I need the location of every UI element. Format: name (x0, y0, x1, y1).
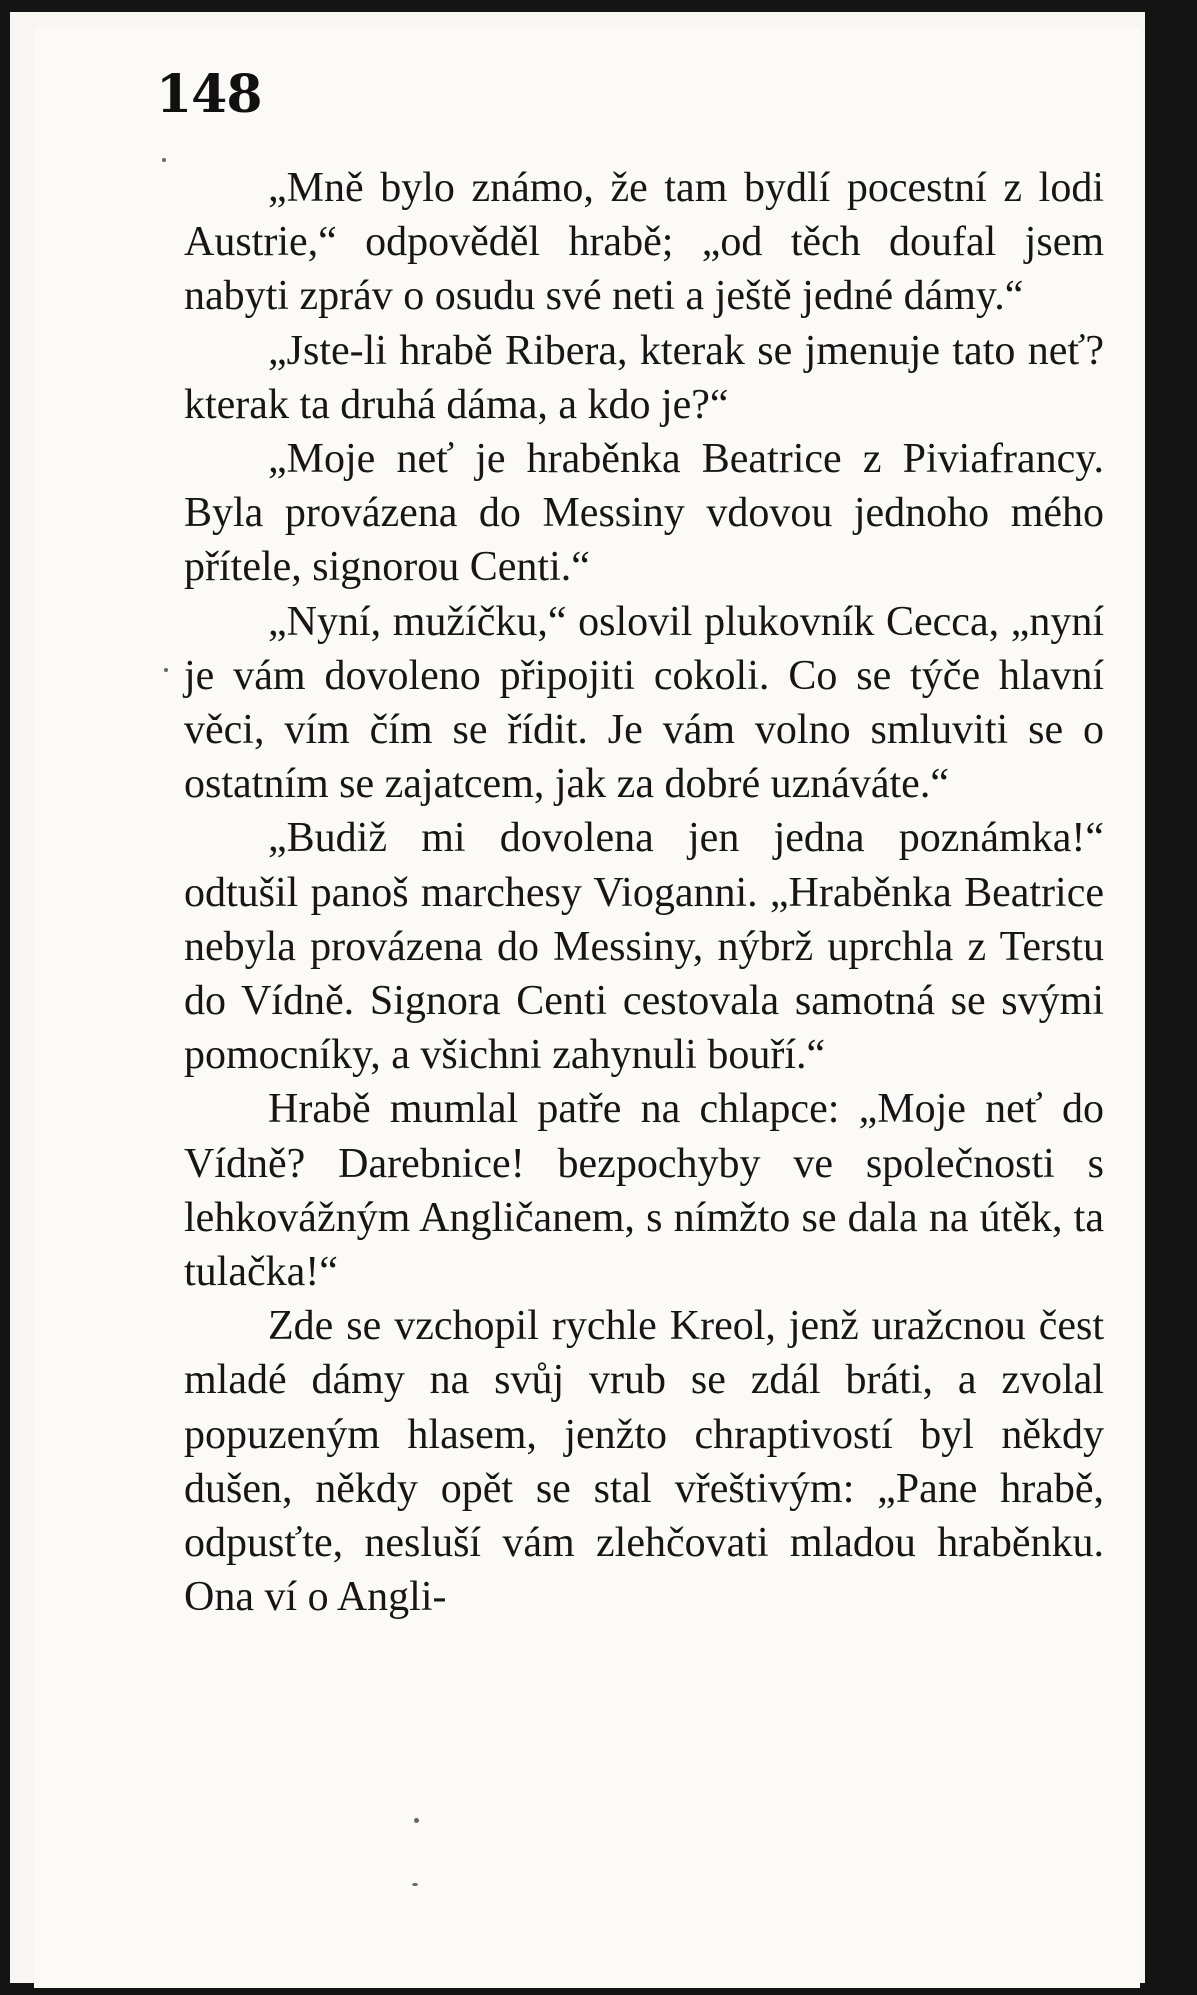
paragraph: „Mně bylo známo, že tam bydlí pocestní z lodi Austrie,“ odpověděl hrabě; „od těch doufal jsem nabyti zpráv o osudu své neti a ještě jedné dámy.“ (184, 165, 1104, 320)
print-speck (162, 158, 166, 162)
print-speck (414, 1818, 419, 1823)
paragraph: „Jste-li hrabě Ribera, kterak se jmenuje tato neť? kterak ta druhá dáma, a kdo je?“ (184, 327, 1104, 428)
body-text (184, 161, 1104, 1624)
paragraph: Hrabě mumlal patře na chlapce: „Moje neť do Vídně? Darebnice! bezpochyby ve společnosti s lehkovážným Angličanem, s nímžto se dala na útěk, ta tulačka!“ (184, 1086, 1104, 1296)
paragraph: „Nyní, mužíčku,“ oslovil plukovník Cecca, „nyní je vám dovoleno připojiti cokoli. Co se týče hlavní věci, vím čím se řídit. Je vám volno smluviti se o ostatním se zajatcem, jak za dobré uznáváte.“ (184, 598, 1104, 808)
print-speck (412, 1883, 418, 1886)
paragraph: „Budiž mi dovolena jen jedna poznámka!“ odtušil panoš marchesy Vioganni. „Hraběnka Beatrice nebyla provázena do Messiny, nýbrž uprchla z Terstu do Vídně. Signora Centi cestovala samotná se svými pomocníky, a všichni zahynuli bouří.“ (184, 815, 1104, 1079)
book-page (34, 28, 1140, 1988)
page-number: 148 (156, 64, 262, 125)
paragraph: „Moje neť je hraběnka Beatrice z Piviafrancy. Byla provázena do Messiny vdovou jednoho mého přítele, signorou Centi.“ (184, 436, 1104, 591)
paragraph: Zde se vzchopil rychle Kreol, jenž uražcnou čest mladé dámy na svůj vrub se zdál bráti, a zvolal popuzeným hlasem, jenžto chraptivostí byl někdy dušen, někdy opět se stal vřeštivým: „Pane hrabě, odpusťte, nesluší vám zlehčovati mladou hraběnku. Ona ví o Angli- (184, 1303, 1104, 1621)
print-speck (164, 668, 168, 672)
